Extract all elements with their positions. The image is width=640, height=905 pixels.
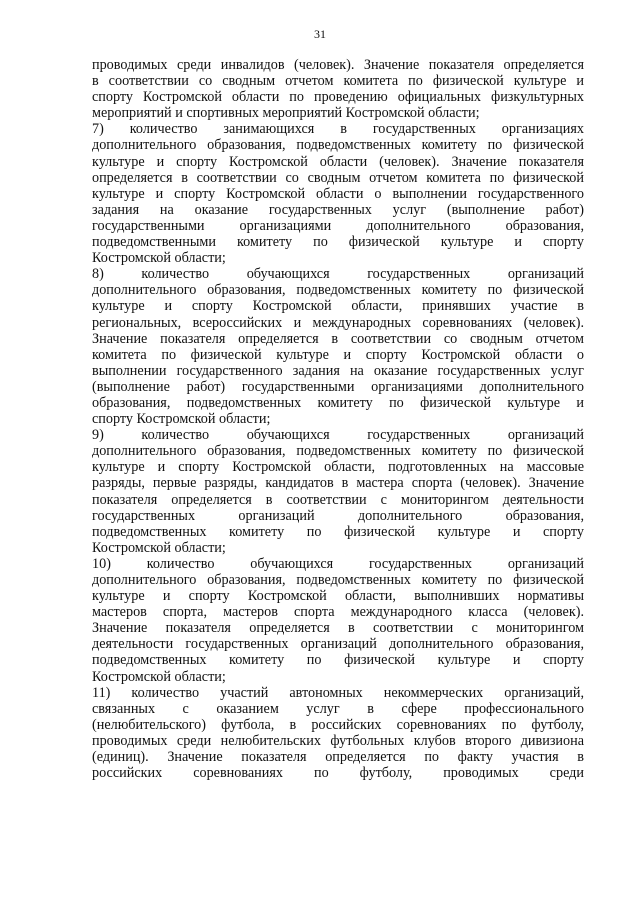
- text-line: разряды, первые разряды, кандидатов в мастера спорта (человек). Значение: [92, 475, 584, 492]
- text-line: в соответствии со сводным отчетом комитета по физической культуре и: [92, 73, 584, 90]
- text-line: культуре и спорту Костромской области о выполнении государственного: [92, 185, 584, 202]
- text-line: Костромской области;: [92, 250, 226, 267]
- text-line: связанных с оказанием услуг в сфере профессионального: [92, 700, 584, 717]
- text-line: культуре и спорту Костромской области, принявших участие в: [92, 298, 584, 315]
- text-line: образования, подведомственных комитету по физической культуре и: [92, 394, 584, 411]
- text-line: Значение показателя определяется в соответствии со сводным отчетом: [92, 330, 584, 347]
- text-line: спорту Костромской области;: [92, 411, 271, 428]
- text-line: Костромской области;: [92, 668, 226, 685]
- text-line: проводимых среди инвалидов (человек). Значение показателя определяется: [92, 57, 584, 73]
- text-line: проводимых среди нелюбительских футбольных клубов второго дивизиона: [92, 732, 584, 749]
- text-line: государственных организаций дополнительного образования,: [92, 507, 584, 524]
- text-line: подведомственными комитету по физической культуре и спорту: [92, 234, 584, 251]
- text-line: показателя определяется в соответствии с мониторингом деятельности: [92, 491, 584, 508]
- text-line: государственными организациями дополнительного образования,: [92, 217, 584, 234]
- text-line: (нелюбительского) футбола, в российских соревнованиях по футболу,: [92, 716, 584, 733]
- text-line: выполнении государственного задания на оказание государственных услуг: [92, 362, 584, 379]
- text-line: 9) количество обучающихся государственных организаций: [92, 427, 584, 444]
- text-line: дополнительного образования, подведомственных комитету по физической: [92, 443, 584, 460]
- text-line: задания на оказание государственных услуг (выполнение работ): [92, 201, 584, 218]
- text-line: Значение показателя определяется в соответствии с мониторингом: [92, 620, 584, 637]
- text-line: мероприятий и спортивных мероприятий Костромской области;: [92, 105, 480, 122]
- text-line: деятельности государственных организаций дополнительного образования,: [92, 636, 584, 653]
- text-line: культуре и спорту Костромской области, подготовленных на массовые: [92, 459, 584, 476]
- text-line: культуре и спорту Костромской области, выполнивших нормативы: [92, 588, 584, 605]
- text-line: дополнительного образования, подведомственных комитету по физической: [92, 137, 584, 154]
- text-line: дополнительного образования, подведомственных комитету по физической: [92, 282, 584, 299]
- text-line: 8) количество обучающихся государственных организаций: [92, 266, 584, 283]
- text-line: 10) количество обучающихся государственных организаций: [92, 555, 584, 572]
- text-line: Костромской области;: [92, 539, 226, 556]
- text-line: (выполнение работ) государственными организациями дополнительного: [92, 378, 584, 395]
- text-line: культуре и спорту Костромской области (человек). Значение показателя: [92, 153, 584, 170]
- text-line: комитета по физической культуре и спорту Костромской области о: [92, 346, 584, 363]
- page-number: 31: [314, 27, 326, 41]
- text-line: российских соревнованиях по футболу, проводимых среди: [92, 765, 584, 782]
- text-line: 11) количество участий автономных некоммерческих организаций,: [92, 684, 584, 701]
- text-line: мастеров спорта, мастеров спорта международного класса (человек).: [92, 604, 584, 621]
- text-line: спорту Костромской области по проведению официальных физкультурных: [92, 89, 584, 106]
- body-text: [92, 57, 584, 781]
- text-line: (единиц). Значение показателя определяется по факту участия в: [92, 749, 584, 766]
- text-line: дополнительного образования, подведомственных комитету по физической: [92, 572, 584, 588]
- text-line: подведомственных комитету по физической культуре и спорту: [92, 523, 584, 540]
- text-line: 7) количество занимающихся в государственных организациях: [92, 121, 584, 138]
- text-line: региональных, всероссийских и международных соревнованиях (человек).: [92, 314, 584, 331]
- text-line: подведомственных комитету по физической культуре и спорту: [92, 652, 584, 669]
- text-line: определяется в соответствии со сводным отчетом комитета по физической: [92, 169, 584, 186]
